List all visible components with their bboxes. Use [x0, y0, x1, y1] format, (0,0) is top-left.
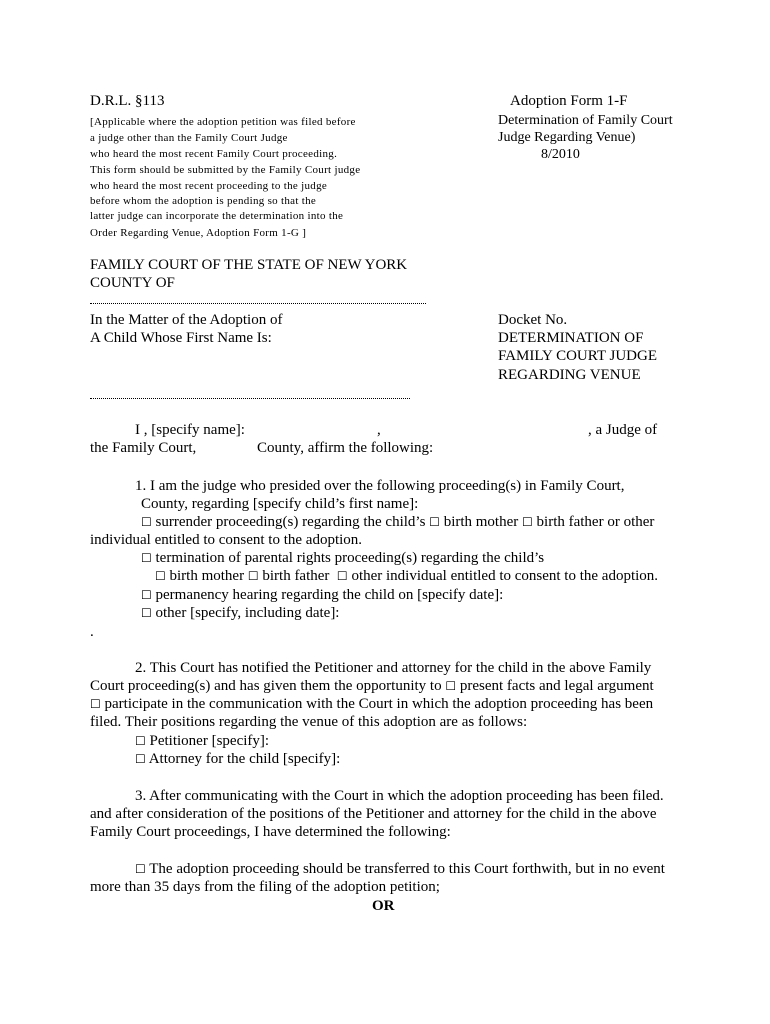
- note-line-1: [Applicable where the adoption petition was filed before: [90, 116, 356, 128]
- statute-reference: D.R.L. §113: [90, 93, 165, 109]
- note-line-2: a judge other than the Family Court Judge: [90, 132, 288, 144]
- checkbox-icon[interactable]: ☐: [141, 551, 152, 565]
- court-county: COUNTY OF: [90, 275, 175, 291]
- caption-rule-bottom: [90, 398, 410, 399]
- note-line-5: who heard the most recent proceeding to the judge: [90, 180, 328, 192]
- form-desc-line-2: Judge Regarding Venue): [498, 130, 636, 145]
- checkbox-icon[interactable]: ☐: [135, 734, 146, 748]
- checkbox-icon[interactable]: ☐: [522, 515, 533, 529]
- caption-matter: In the Matter of the Adoption of: [90, 312, 283, 328]
- or-separator: OR: [372, 898, 395, 914]
- para1-dot: .: [90, 624, 94, 640]
- checkbox-icon[interactable]: ☐: [90, 697, 101, 711]
- para2-line-4: filed. Their positions regarding the venue of this adoption are as follows:: [90, 714, 528, 730]
- para1-line-3: ☐ surrender proceeding(s) regarding the child’s ☐ birth mother ☐ birth father or other: [141, 514, 655, 530]
- para2-line-5: ☐ Petitioner [specify]:: [135, 733, 270, 749]
- checkbox-icon[interactable]: ☐: [141, 606, 152, 620]
- para1-line-6: ☐ birth mother ☐ birth father ☐ other individual entitled to consent to the adoption.: [155, 568, 659, 584]
- checkbox-icon[interactable]: ☐: [141, 588, 152, 602]
- form-date: 8/2010: [541, 147, 580, 162]
- para1-line-1: 1. I am the judge who presided over the following proceeding(s) in Family Court,: [135, 478, 625, 494]
- doc-title-line-3: REGARDING VENUE: [498, 367, 641, 383]
- intro-county-affirm: County, affirm the following:: [257, 440, 434, 456]
- form-id: Adoption Form 1-F: [510, 93, 628, 109]
- checkbox-icon[interactable]: ☐: [135, 862, 146, 876]
- note-line-7: latter judge can incorporate the determination into the: [90, 210, 344, 222]
- para1-line-5: ☐ termination of parental rights proceeding(s) regarding the child’s: [141, 550, 545, 566]
- para2-line-1: 2. This Court has notified the Petitioner and attorney for the child in the above Family: [135, 660, 652, 676]
- para2-line-2: Court proceeding(s) and has given them the opportunity to ☐ present facts and legal argument: [90, 678, 654, 694]
- para3-line-1: 3. After communicating with the Court in which the adoption proceeding has been filed.: [135, 788, 664, 804]
- intro-family-court: the Family Court,: [90, 440, 197, 456]
- court-name: FAMILY COURT OF THE STATE OF NEW YORK: [90, 257, 408, 273]
- intro-name-label: I , [specify name]:: [135, 422, 245, 438]
- checkbox-icon[interactable]: ☐: [336, 569, 348, 583]
- intro-judge-of: , a Judge of: [588, 422, 658, 438]
- checkbox-icon[interactable]: ☐: [135, 752, 146, 766]
- form-desc-line-1: Determination of Family Court: [498, 113, 673, 128]
- note-line-6: before whom the adoption is pending so that the: [90, 195, 317, 207]
- doc-title-line-2: FAMILY COURT JUDGE: [498, 348, 657, 364]
- para3-line-3: Family Court proceedings, I have determined the following:: [90, 824, 451, 840]
- note-line-4: This form should be submitted by the Family Court judge: [90, 164, 361, 176]
- note-line-3: who heard the most recent Family Court proceeding.: [90, 148, 338, 160]
- caption-rule-top: [90, 303, 426, 304]
- para2-line-6: ☐ Attorney for the child [specify]:: [135, 751, 341, 767]
- caption-child: A Child Whose First Name Is:: [90, 330, 272, 346]
- para4-line-1: ☐ The adoption proceeding should be transferred to this Court forthwith, but in no event: [135, 861, 665, 877]
- para2-line-3: ☐ participate in the communication with the Court in which the adoption proceeding has been: [90, 696, 654, 712]
- checkbox-icon[interactable]: ☐: [141, 515, 152, 529]
- doc-title-line-1: DETERMINATION OF: [498, 330, 644, 346]
- docket-label: Docket No.: [498, 312, 568, 328]
- para3-line-2: and after consideration of the positions of the Petitioner and attorney for the child in the above: [90, 806, 657, 822]
- intro-comma: ,: [377, 422, 381, 438]
- checkbox-icon[interactable]: ☐: [155, 569, 166, 583]
- note-line-8: Order Regarding Venue, Adoption Form 1-G ]: [90, 227, 307, 239]
- checkbox-icon[interactable]: ☐: [445, 679, 457, 693]
- para1-line-2: County, regarding [specify child’s first name]:: [141, 496, 419, 512]
- checkbox-icon[interactable]: ☐: [429, 515, 440, 529]
- para4-line-2: more than 35 days from the filing of the adoption petition;: [90, 879, 440, 895]
- para1-line-8: ☐ other [specify, including date]:: [141, 605, 340, 621]
- para1-line-4: individual entitled to consent to the adoption.: [90, 532, 363, 548]
- para1-line-7: ☐ permanency hearing regarding the child on [specify date]:: [141, 587, 504, 603]
- checkbox-icon[interactable]: ☐: [247, 569, 259, 583]
